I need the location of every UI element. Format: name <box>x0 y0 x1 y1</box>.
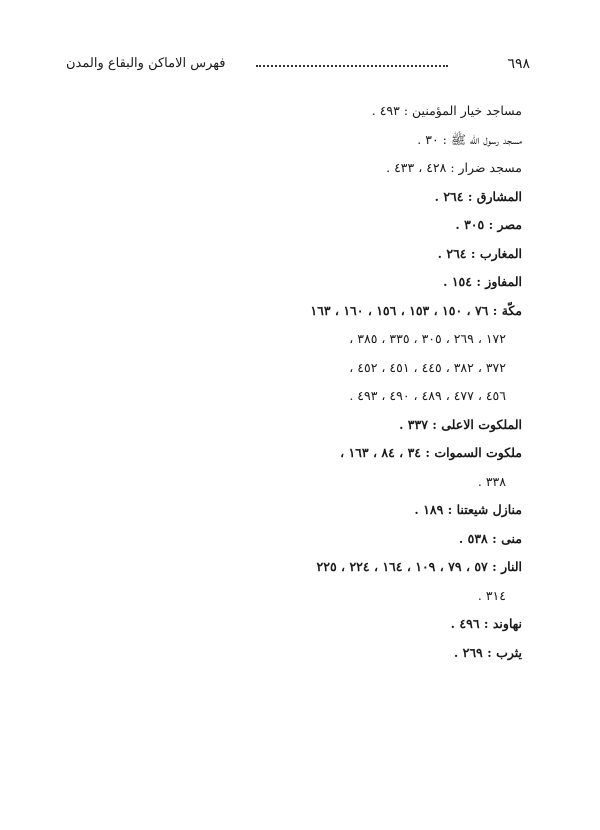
page-header <box>66 56 536 82</box>
index-entry-continuation: ٤٥٦ ، ٤٧٧ ، ٤٨٩ ، ٤٩٠ ، ٤٩٣ . <box>349 388 506 403</box>
index-entry: مسجد ضرار : ٤٢٨ ، ٤٣٣ . <box>386 160 522 175</box>
index-entry: المشارق : ٢٦٤ . <box>434 188 522 204</box>
index-entry: مصر : ٣٠٥ . <box>455 217 522 232</box>
index-entry: منى : ٥٣٨ . <box>458 530 522 546</box>
index-entry-continuation: ٣٧٢ ، ٣٨٢ ، ٤٤٥ ، ٤٥١ ، ٤٥٢ ، <box>349 359 506 375</box>
page-number: ٦٩٨ <box>507 56 530 72</box>
index-entry: مسجد رسول الله ﷺ : ٣٠ . <box>417 131 522 147</box>
running-title: فهرس الاماكن والبقاع والمدن <box>66 56 226 71</box>
index-entry: ملكوت السموات : ٣٤ ، ٨٤ ، ١٦٣ ، <box>340 445 522 460</box>
index-entry: مكّة : ٧٦ ، ١٥٠ ، ١٥٣ ، ١٥٦ ، ١٦٠ ، ١٦٣ <box>310 302 522 318</box>
index-entry: مساجد خيار المؤمنين : ٤٩٣ . <box>371 103 522 118</box>
index-entry-continuation: ٣١٤ . <box>477 587 506 603</box>
index-entry: المغارب : ٢٦٤ . <box>437 245 522 261</box>
index-entry: الملكوت الاعلى : ٣٣٧ . <box>399 416 522 432</box>
index-entry: المفاوز : ١٥٤ . <box>443 274 522 289</box>
header-dotted-rule <box>256 65 448 67</box>
index-entry-continuation: ١٧٢ ، ٢٦٩ ، ٣٠٥ ، ٣٣٥ ، ٣٨٥ ، <box>349 331 506 346</box>
index-entry: النار : ٥٧ ، ٧٩ ، ١٠٩ ، ١٦٤ ، ٢٢٤ ، ٢٢٥ <box>316 559 522 574</box>
index-entry: يثرب : ٢٦٩ . <box>453 644 522 660</box>
index-entries <box>222 97 522 667</box>
index-entry: منازل شيعتنا : ١٨٩ . <box>414 502 522 517</box>
index-entry: نهاوند : ٤٩٦ . <box>450 616 522 631</box>
index-entry-continuation: ٣٣٨ . <box>477 473 506 489</box>
